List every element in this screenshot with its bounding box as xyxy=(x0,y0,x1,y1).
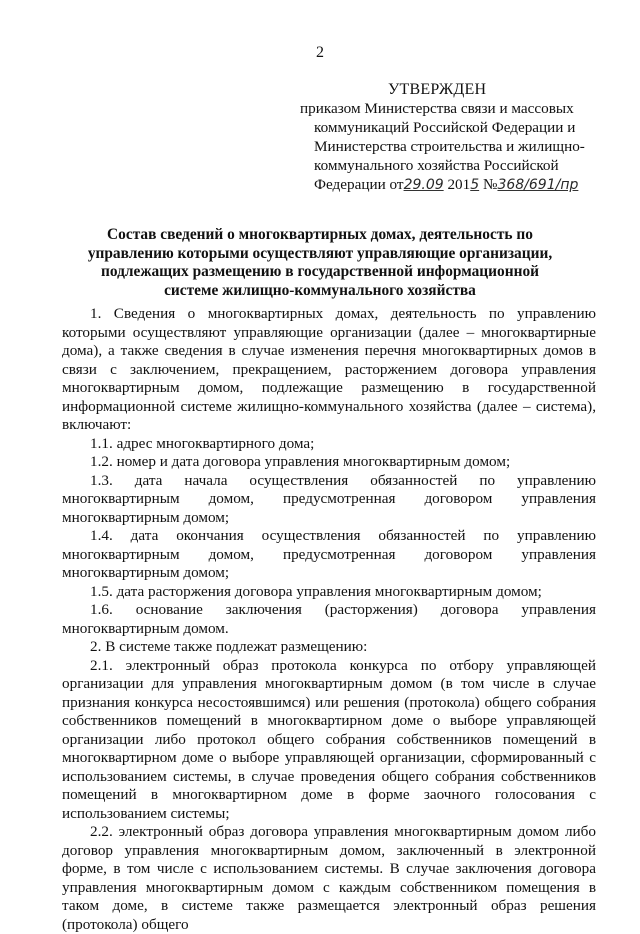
approval-line: приказом Министерства связи и массовых xyxy=(300,100,574,117)
item-1-4: 1.4. дата окончания осуществления обязанностей по управлению многоквартирным домом, предусмотренная договором управления многоквартирным домом; xyxy=(62,527,596,581)
item-1-3: 1.3. дата начала осуществления обязанностей по управлению многоквартирным домом, предусмотренная договором управления многоквартирным домом; xyxy=(62,471,596,526)
paragraph-2: 2. В системе также подлежат размещению: xyxy=(90,638,368,655)
item-2-2: 2.2. электронный образ договора управления многоквартирным домом либо договор управления многоквартирным домом, заключенный в электронной форме, в том числе с использованием системы. В случае заключения договора управления многоквартирным домом с каждым собственником помещения в таком доме, в системе также размещается электронный образ решения (протокола) общего xyxy=(62,823,596,933)
item-1-5: 1.5. дата расторжения договора управления многоквартирным домом; xyxy=(90,582,542,600)
number-sign: № xyxy=(482,176,498,193)
approval-date-prefix: Федерации от xyxy=(314,176,404,193)
title-line: системе жилищно-коммунального хозяйства xyxy=(164,281,476,299)
document-body xyxy=(62,305,596,934)
document-title xyxy=(60,226,580,300)
approval-line: Министерства строительства и жилищно- xyxy=(314,138,585,155)
item-1-2: 1.2. номер и дата договора управления многоквартирным домом; xyxy=(90,453,511,470)
item-1-1: 1.1. адрес многоквартирного дома; xyxy=(90,434,315,452)
year-prefix: 201 xyxy=(447,176,471,193)
title-line: управлению которыми осуществляют управляющие организации, xyxy=(87,244,553,262)
approval-heading: УТВЕРЖДЕН xyxy=(388,81,487,98)
handwritten-order-number: 368/691/пр xyxy=(497,177,579,193)
title-line: подлежащих размещению в государственной информационной xyxy=(100,263,540,281)
handwritten-year-digit: 5 xyxy=(470,177,480,193)
item-2-1: 2.1. электронный образ протокола конкурса по отбору управляющей организации для управления многоквартирным домом (в том числе в случае признания конкурса несостоявшимся) или решения (протокола) общего собрания собственников помещений в многоквартирном доме о выборе управляющей организации либо протокол общего собрания собственников помещений в многоквартирном доме о выборе управляющей организации, сформированный с использованием системы, в случае проведения общего собрания собственников помещений в многоквартирном доме в форме заочного голосования с использованием системы; xyxy=(62,656,596,822)
item-1-6: 1.6. основание заключения (расторжения) договора управления многоквартирным домом. xyxy=(62,601,596,637)
paragraph-1: 1. Сведения о многоквартирных домах, деятельность по управлению которыми осуществляют управляющие организации (далее – многоквартирные дома), а также сведения в случае изменения перечня многоквартирных домов в связи с заключением, прекращением, расторжением договора управления многоквартирным домом, подлежащие размещению в государственной информационной системе жилищно-коммунального хозяйства (далее – система), включают: xyxy=(62,305,596,433)
approval-line: коммуникаций Российской Федерации и xyxy=(314,119,576,136)
approval-date-line xyxy=(300,175,600,195)
page-number: 2 xyxy=(316,44,324,61)
title-line: Состав сведений о многоквартирных домах, деятельность по xyxy=(107,226,533,243)
handwritten-date: 29.09 xyxy=(403,177,444,193)
approval-stamp xyxy=(300,80,600,195)
approval-line: коммунального хозяйства Российской xyxy=(314,157,559,174)
